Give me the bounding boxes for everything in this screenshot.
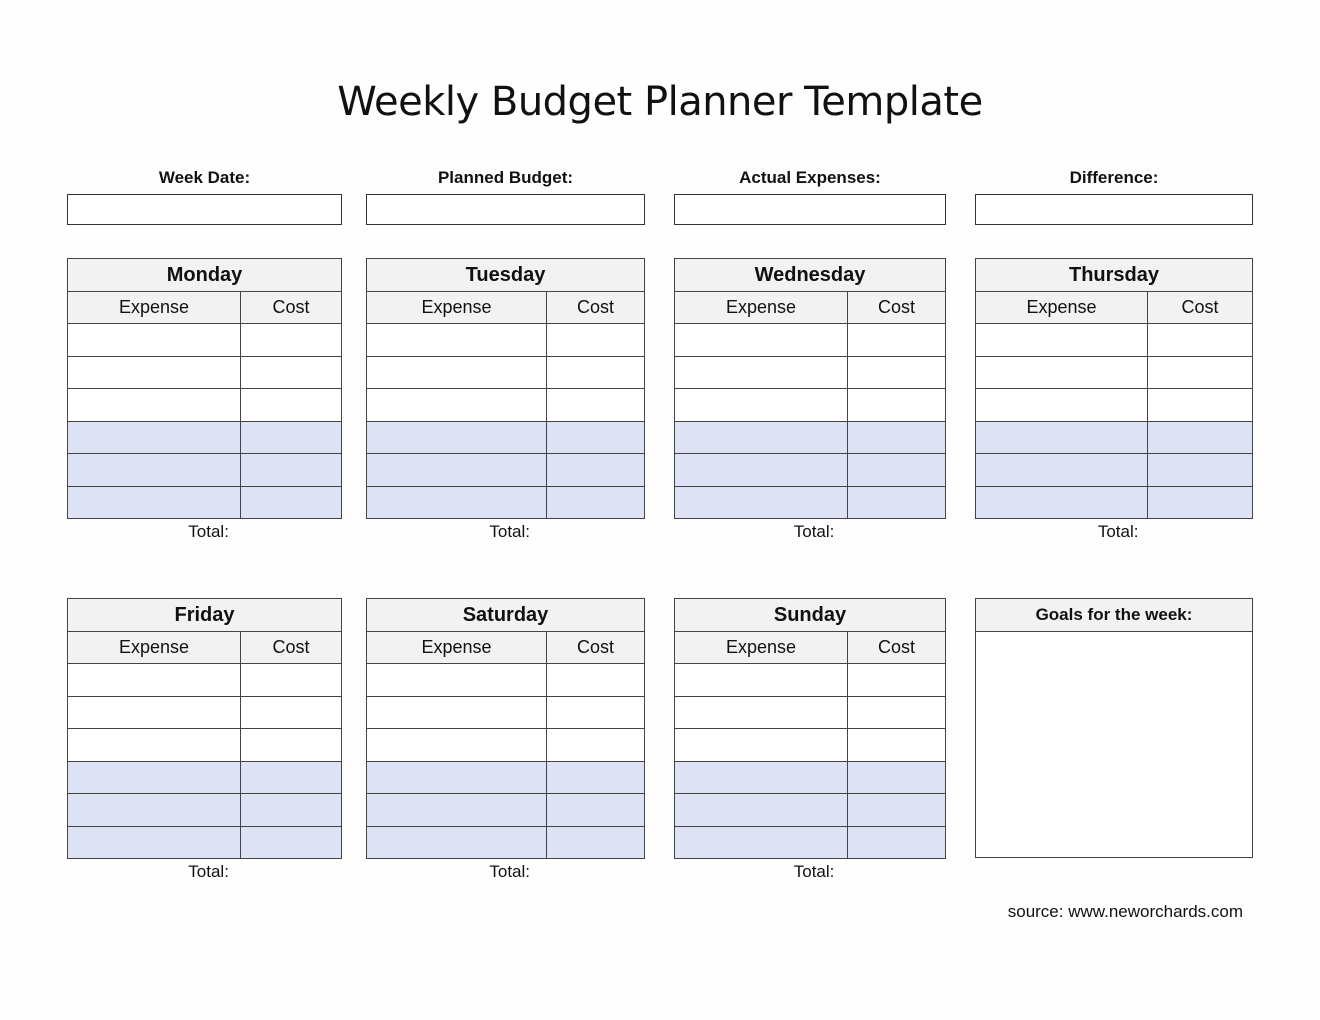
sunday-grid xyxy=(674,598,946,859)
expense-cell[interactable] xyxy=(68,761,241,794)
wednesday-total-label: Total: xyxy=(793,522,835,541)
expense-cell[interactable] xyxy=(367,761,547,794)
table-row xyxy=(675,664,946,697)
friday-total-label: Total: xyxy=(188,862,229,881)
tuesday-heading: Tuesday xyxy=(367,259,645,292)
expense-cell[interactable] xyxy=(367,826,547,859)
expense-cell[interactable] xyxy=(675,486,848,519)
table-row xyxy=(976,421,1253,454)
expense-cell[interactable] xyxy=(675,389,848,422)
table-row xyxy=(675,729,946,762)
table-row xyxy=(367,761,645,794)
friday-grid xyxy=(67,598,342,859)
expense-cell[interactable] xyxy=(68,356,241,389)
planned-budget-field[interactable] xyxy=(366,194,645,225)
expense-cell[interactable] xyxy=(367,729,547,762)
expense-cell[interactable] xyxy=(976,454,1148,487)
expense-header: Expense xyxy=(976,292,1148,324)
cost-header: Cost xyxy=(1148,292,1253,324)
expense-cell[interactable] xyxy=(367,421,547,454)
expense-header: Expense xyxy=(367,632,547,664)
friday-heading: Friday xyxy=(68,599,342,632)
table-row xyxy=(68,761,342,794)
table-row xyxy=(68,729,342,762)
table-row xyxy=(976,486,1253,519)
expense-header: Expense xyxy=(68,292,241,324)
table-row xyxy=(68,664,342,697)
table-row xyxy=(367,794,645,827)
table-row xyxy=(675,389,946,422)
expense-cell[interactable] xyxy=(675,794,848,827)
cost-cell[interactable] xyxy=(241,324,342,357)
expense-cell[interactable] xyxy=(367,324,547,357)
wednesday-grid xyxy=(674,258,946,519)
cost-cell[interactable] xyxy=(241,356,342,389)
expense-cell[interactable] xyxy=(675,421,848,454)
cost-header: Cost xyxy=(848,632,946,664)
table-row xyxy=(367,696,645,729)
table-row xyxy=(367,729,645,762)
cost-header: Cost xyxy=(241,292,342,324)
cost-cell[interactable] xyxy=(848,486,946,519)
expense-cell[interactable] xyxy=(367,486,547,519)
cost-cell[interactable] xyxy=(547,696,645,729)
goals-field[interactable] xyxy=(976,632,1252,858)
expense-cell[interactable] xyxy=(976,421,1148,454)
expense-cell[interactable] xyxy=(68,794,241,827)
cost-cell[interactable] xyxy=(547,761,645,794)
cost-cell[interactable] xyxy=(241,389,342,422)
table-row xyxy=(675,826,946,859)
monday-total-label: Total: xyxy=(188,522,229,541)
table-row xyxy=(675,761,946,794)
monday-heading: Monday xyxy=(68,259,342,292)
cost-cell[interactable] xyxy=(547,389,645,422)
cost-cell[interactable] xyxy=(547,826,645,859)
monday-grid xyxy=(67,258,342,519)
expense-cell[interactable] xyxy=(675,761,848,794)
cost-header: Cost xyxy=(547,292,645,324)
expense-cell[interactable] xyxy=(976,324,1148,357)
expense-cell[interactable] xyxy=(675,664,848,697)
table-row xyxy=(675,356,946,389)
cost-cell[interactable] xyxy=(848,664,946,697)
cost-cell[interactable] xyxy=(547,794,645,827)
cost-cell[interactable] xyxy=(1148,421,1253,454)
table-row xyxy=(367,324,645,357)
cost-cell[interactable] xyxy=(848,324,946,357)
cost-header: Cost xyxy=(241,632,342,664)
expense-cell[interactable] xyxy=(675,826,848,859)
thursday-table xyxy=(975,258,1253,545)
actual-expenses-label: Actual Expenses: xyxy=(739,168,881,187)
saturday-heading: Saturday xyxy=(367,599,645,632)
cost-cell[interactable] xyxy=(547,454,645,487)
thursday-heading: Thursday xyxy=(976,259,1253,292)
expense-header: Expense xyxy=(675,632,848,664)
table-row xyxy=(367,826,645,859)
goals-label: Goals for the week: xyxy=(976,599,1252,632)
table-row xyxy=(675,696,946,729)
table-row xyxy=(976,454,1253,487)
cost-cell[interactable] xyxy=(1148,356,1253,389)
cost-cell[interactable] xyxy=(547,324,645,357)
cost-cell[interactable] xyxy=(241,454,342,487)
table-row xyxy=(675,421,946,454)
cost-cell[interactable] xyxy=(1148,389,1253,422)
table-row xyxy=(367,389,645,422)
expense-cell[interactable] xyxy=(367,664,547,697)
week-date-label: Week Date: xyxy=(158,168,251,187)
cost-cell[interactable] xyxy=(547,421,645,454)
expense-cell[interactable] xyxy=(976,486,1148,519)
cost-cell[interactable] xyxy=(241,826,342,859)
expense-header: Expense xyxy=(68,632,241,664)
table-row xyxy=(68,794,342,827)
friday-table xyxy=(67,598,342,885)
cost-cell[interactable] xyxy=(1148,454,1253,487)
table-row xyxy=(976,356,1253,389)
wednesday-table xyxy=(674,258,946,545)
tuesday-table xyxy=(366,258,645,545)
expense-cell[interactable] xyxy=(675,729,848,762)
difference-group xyxy=(975,166,1253,225)
expense-cell[interactable] xyxy=(976,356,1148,389)
expense-cell[interactable] xyxy=(68,729,241,762)
cost-cell[interactable] xyxy=(848,421,946,454)
monday-table xyxy=(67,258,342,545)
table-row xyxy=(68,389,342,422)
expense-cell[interactable] xyxy=(675,454,848,487)
cost-cell[interactable] xyxy=(848,794,946,827)
cost-cell[interactable] xyxy=(547,486,645,519)
actual-expenses-group xyxy=(674,166,946,225)
table-row xyxy=(367,664,645,697)
cost-header: Cost xyxy=(848,292,946,324)
cost-cell[interactable] xyxy=(848,389,946,422)
table-row xyxy=(367,454,645,487)
sunday-table xyxy=(674,598,946,885)
table-row xyxy=(68,324,342,357)
cost-cell[interactable] xyxy=(848,761,946,794)
planned-budget-group xyxy=(366,166,645,225)
table-row xyxy=(68,454,342,487)
difference-field[interactable] xyxy=(975,194,1253,225)
expense-cell[interactable] xyxy=(68,664,241,697)
cost-cell[interactable] xyxy=(241,761,342,794)
week-date-field[interactable] xyxy=(67,194,342,225)
expense-cell[interactable] xyxy=(367,356,547,389)
wednesday-heading: Wednesday xyxy=(675,259,946,292)
cost-cell[interactable] xyxy=(547,356,645,389)
table-row xyxy=(367,486,645,519)
expense-cell[interactable] xyxy=(675,696,848,729)
sunday-total-label: Total: xyxy=(793,862,835,881)
cost-cell[interactable] xyxy=(241,729,342,762)
table-row xyxy=(68,826,342,859)
expense-cell[interactable] xyxy=(367,454,547,487)
saturday-total-label: Total: xyxy=(489,862,530,881)
saturday-grid xyxy=(366,598,645,859)
expense-cell[interactable] xyxy=(675,356,848,389)
tuesday-grid xyxy=(366,258,645,519)
table-row xyxy=(675,794,946,827)
table-row xyxy=(675,454,946,487)
cost-cell[interactable] xyxy=(241,486,342,519)
cost-cell[interactable] xyxy=(241,696,342,729)
cost-cell[interactable] xyxy=(241,794,342,827)
table-row xyxy=(68,421,342,454)
table-row xyxy=(367,356,645,389)
tuesday-total-label: Total: xyxy=(489,522,530,541)
expense-cell[interactable] xyxy=(68,324,241,357)
expense-cell[interactable] xyxy=(976,389,1148,422)
cost-cell[interactable] xyxy=(848,454,946,487)
table-row xyxy=(675,486,946,519)
goals-box xyxy=(975,598,1253,858)
cost-cell[interactable] xyxy=(848,826,946,859)
expense-cell[interactable] xyxy=(367,389,547,422)
expense-cell[interactable] xyxy=(68,826,241,859)
expense-header: Expense xyxy=(675,292,848,324)
planned-budget-label: Planned Budget: xyxy=(437,168,574,187)
cost-cell[interactable] xyxy=(1148,324,1253,357)
cost-cell[interactable] xyxy=(241,421,342,454)
saturday-table xyxy=(366,598,645,885)
expense-cell[interactable] xyxy=(367,794,547,827)
cost-cell[interactable] xyxy=(1148,486,1253,519)
thursday-total-label: Total: xyxy=(1097,522,1139,541)
actual-expenses-field[interactable] xyxy=(674,194,946,225)
cost-cell[interactable] xyxy=(547,664,645,697)
source-credit: source: www.neworchards.com xyxy=(1007,902,1243,921)
expense-cell[interactable] xyxy=(367,696,547,729)
table-row xyxy=(976,324,1253,357)
table-row xyxy=(367,421,645,454)
page-title: Weekly Budget Planner Template xyxy=(337,79,983,125)
cost-cell[interactable] xyxy=(848,696,946,729)
cost-cell[interactable] xyxy=(848,729,946,762)
expense-cell[interactable] xyxy=(68,696,241,729)
expense-cell[interactable] xyxy=(68,454,241,487)
expense-cell[interactable] xyxy=(675,324,848,357)
table-row xyxy=(675,324,946,357)
cost-header: Cost xyxy=(547,632,645,664)
cost-cell[interactable] xyxy=(848,356,946,389)
expense-cell[interactable] xyxy=(68,486,241,519)
sunday-heading: Sunday xyxy=(675,599,946,632)
table-row xyxy=(68,356,342,389)
expense-header: Expense xyxy=(367,292,547,324)
table-row xyxy=(976,389,1253,422)
table-row xyxy=(68,486,342,519)
table-row xyxy=(68,696,342,729)
thursday-grid xyxy=(975,258,1253,519)
expense-cell[interactable] xyxy=(68,421,241,454)
difference-label: Difference: xyxy=(1069,168,1159,187)
expense-cell[interactable] xyxy=(68,389,241,422)
cost-cell[interactable] xyxy=(241,664,342,697)
week-date-group xyxy=(67,166,342,225)
cost-cell[interactable] xyxy=(547,729,645,762)
